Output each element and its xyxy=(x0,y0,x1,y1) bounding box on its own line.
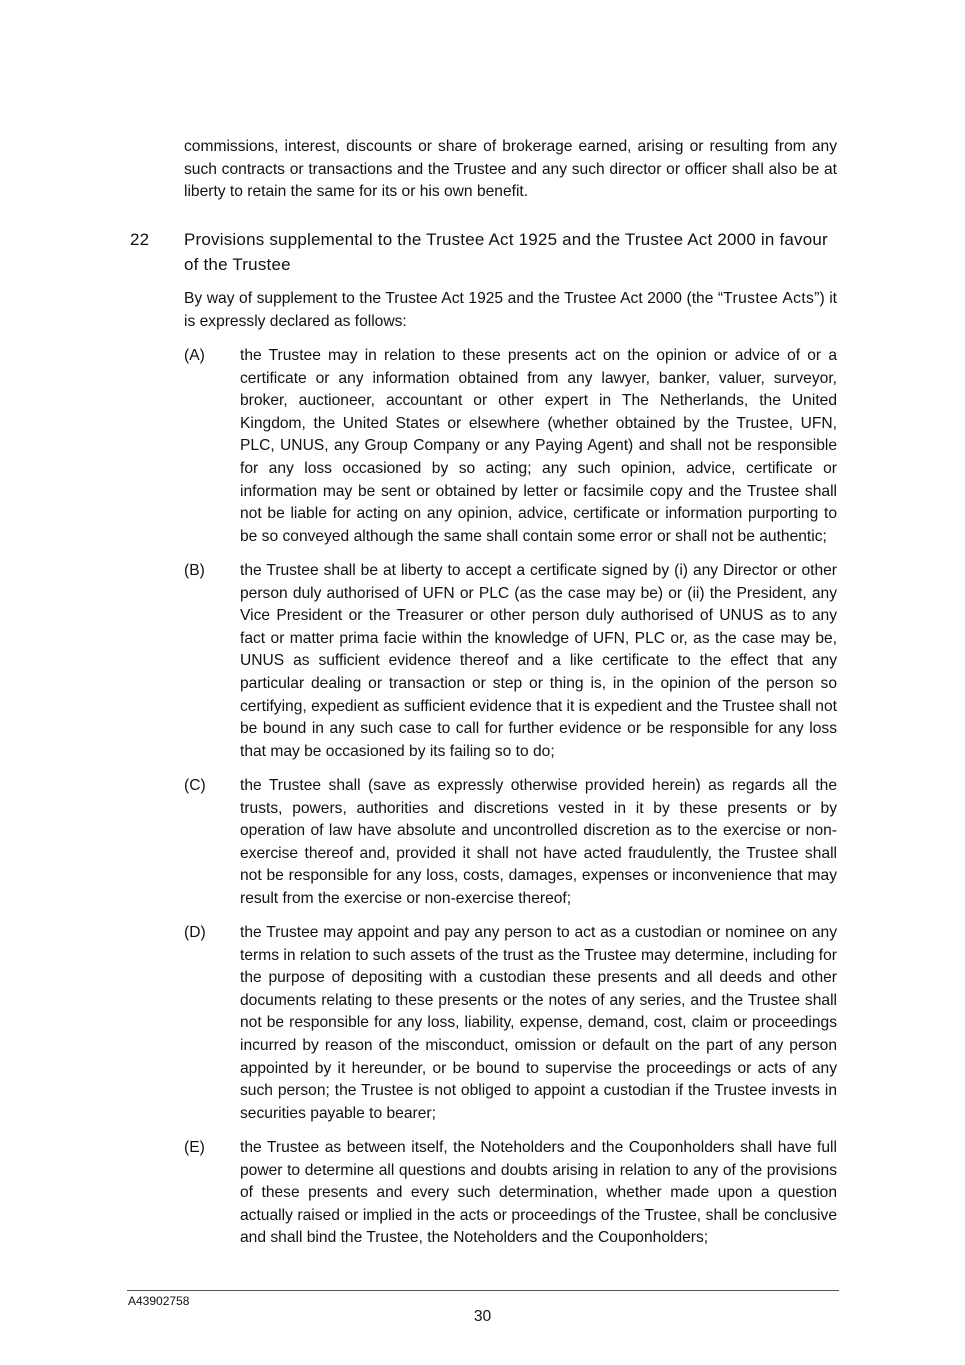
item-text: the Trustee may appoint and pay any person to act as a custodian or nominee on any terms in relation to such assets of the trust as the Trustee may determine, including for the purpose of depositing with a custodian these presents and all deeds and other documents relating to these presents or the notes of any series, and the Trustee shall not be responsible for any loss, liability, expense, demand, cost, claim or proceedings incurred by reason of the misconduct, omission or default on the part of any person appointed by it hereunder, or be bound to supervise the proceedings or acts of any such person; the Trustee is not obliged to appoint a custodian if the Trustee invests in securities payable to bearer; xyxy=(240,924,837,1122)
page-number: 30 xyxy=(473,1308,492,1325)
section-number: 22 xyxy=(130,230,150,249)
item-text: the Trustee shall be at liberty to accept a certificate signed by (i) any Director or other person duly authorised of UFN or PLC (as the case may be) or (ii) the President, any Vice President or the Treasurer or other person duly authorised of UNUS as to any fact or matter prima facie within the knowledge of UFN, PLC or, as the case may be, UNUS as sufficient evidence thereof and a like certificate to the effect that any particular dealing or transaction or step or thing is, in the opinion of the person so certifying, expedient as sufficient evidence that it is expedient and the Trustee shall not be bound in any such case to call for further evidence or be responsible for any loss that may be occasioned by its failing so to do; xyxy=(240,562,837,760)
item-text: the Trustee shall (save as expressly otherwise provided herein) as regards all the trusts, powers, authorities and discretions vested in it by these presents or by operation of law have absolute and uncontrolled discretion as to the exercise or non-exercise thereof and, provided it shall not have acted fraudulently, the Trustee shall not be responsible for any loss, costs, damages, expenses or inconvenience that may result from the exercise or non-exercise thereof; xyxy=(240,777,837,907)
section-title: Provisions supplemental to the Trustee Act 1925 and the Trustee Act 2000 in favour of the Trustee xyxy=(184,230,828,274)
footer-divider xyxy=(127,1290,839,1291)
intro-paragraph: commissions, interest, discounts or share of brokerage earned, arising or resulting from any such contracts or transactions and the Trustee and any such director or officer shall also be at liberty to retain the same for its or his own benefit. xyxy=(184,138,837,201)
item-label: (B) xyxy=(184,562,205,579)
item-label: (A) xyxy=(184,347,205,364)
item-label: (D) xyxy=(184,924,206,941)
item-label: (C) xyxy=(184,777,206,794)
lead-text-after: ”) it is expressly declared as follows: xyxy=(184,290,838,330)
lead-text-before: By way of supplement to the Trustee Act 1925 and the Trustee Act 2000 (the “ xyxy=(184,290,724,307)
item-text: the Trustee may in relation to these presents act on the opinion or advice of or a certificate or any information obtained from any lawyer, banker, valuer, surveyor, broker, auctioneer, accountant or other expert in The Netherlands, the United Kingdom, the United States or elsewhere (whether obtained by the Trustee, UFN, PLC, UNUS, any Group Company or any Paying Agent) and shall not be responsible for any loss occasioned by so acting; any such opinion, advice, certificate or information may be sent or obtained by letter or facsimile copy and the Trustee shall not be liable for acting on any opinion, advice, certificate or information purporting to be so conveyed although the same shall contain some error or shall not be authentic; xyxy=(240,347,837,545)
item-label: (E) xyxy=(184,1139,205,1156)
defined-term: Trustee Acts xyxy=(723,290,815,307)
item-text: the Trustee as between itself, the Noteholders and the Couponholders shall have full power to determine all questions and doubts arising in relation to any of the provisions of these presents and every such determination, whether made upon a question actually raised or implied in the acts or proceedings of the Trustee, shall be conclusive and shall bind the Trustee, the Noteholders and the Couponholders; xyxy=(240,1139,837,1247)
section-lead-paragraph xyxy=(184,288,837,333)
document-reference: A43902758 xyxy=(128,1294,190,1308)
